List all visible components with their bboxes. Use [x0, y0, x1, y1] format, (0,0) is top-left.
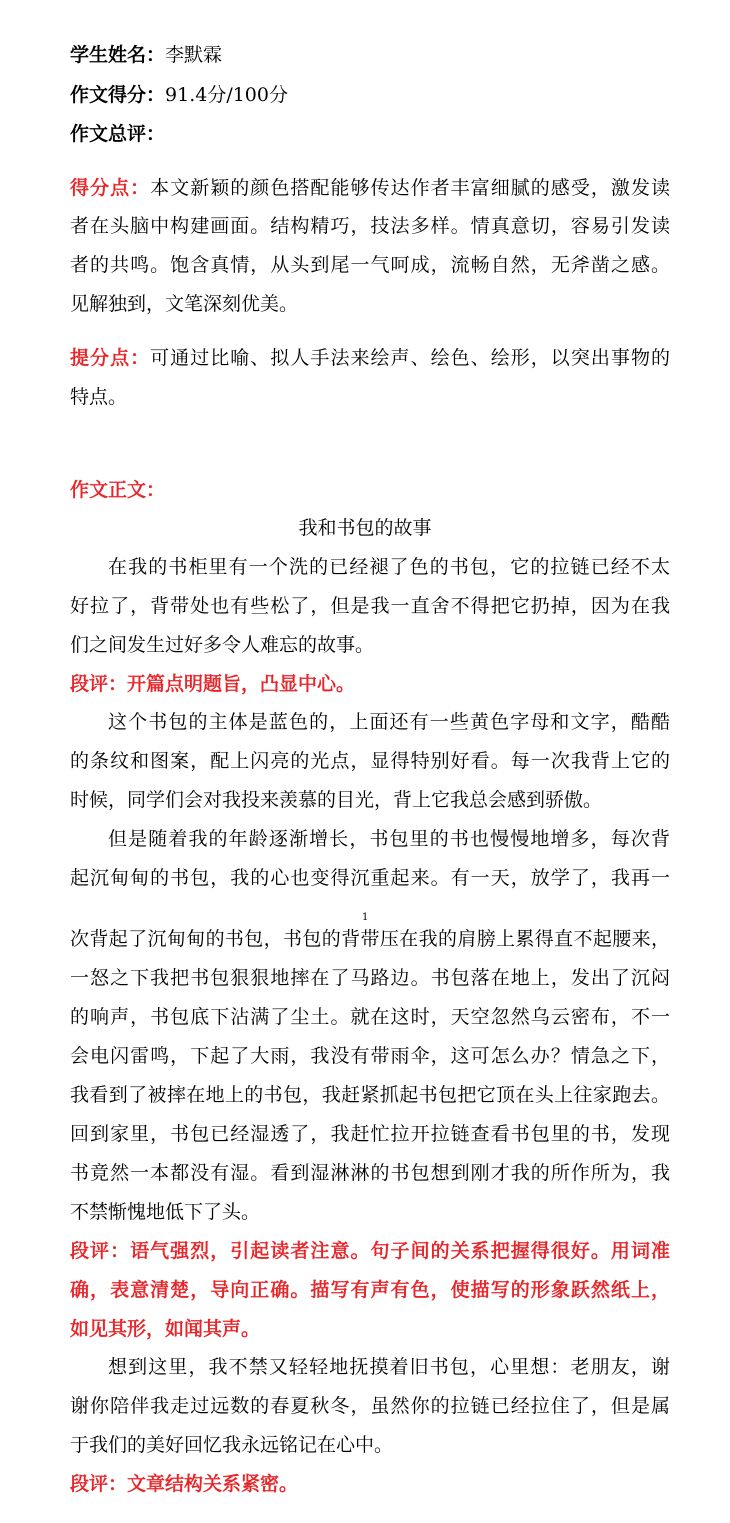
improve-line — [70, 346, 670, 370]
score-row — [70, 83, 670, 107]
essay-line: 一怒之下我把书包狠狠地摔在了马路边。书包落在地上，发出了沉闷 — [70, 967, 670, 989]
merit-label: 得分点： — [70, 177, 151, 199]
essay-title: 我和书包的故事 — [298, 517, 432, 539]
essay-line: 起沉甸甸的书包，我的心也变得沉重起来。有一天，放学了，我再一 — [70, 867, 670, 889]
merit-line: 见解独到，文笔深刻优美。 — [70, 293, 299, 315]
essay-line: 在我的书柜里有一个洗的已经褪了色的书包，它的拉链已经不太 — [108, 556, 670, 578]
student-name-row — [70, 43, 670, 67]
essay-line: 会电闪雷鸣，下起了大雨，我没有带雨伞，这可怎么办？情急之下， — [70, 1045, 670, 1067]
merit-text: 本文新颖的颜色搭配能够传达作者丰富细腻的感受，激发读 — [150, 177, 670, 199]
student-name-value: 李默霖 — [165, 44, 223, 66]
overall-comment-label: 作文总评： — [70, 123, 166, 145]
essay-section-label: 作文正文： — [70, 479, 166, 501]
essay-line: 我看到了被摔在地上的书包，我赶紧抓起书包把它顶在头上往家跑去。 — [70, 1084, 670, 1106]
merit-line — [70, 176, 670, 200]
score-label: 作文得分： — [70, 84, 166, 106]
merit-line: 者的共鸣。饱含真情，从头到尾一气呵成，流畅自然，无斧凿之感。 — [70, 254, 670, 276]
essay-line: 次背起了沉甸甸的书包，书包的背带压在我的肩膀上累得直不起腰来， — [70, 928, 670, 950]
score-value: 91.4分/100分 — [165, 84, 288, 106]
essay-line: 好拉了，背带处也有些松了，但是我一直舍不得把它扔掉，因为在我 — [70, 595, 670, 617]
essay-line: 谢你陪伴我走过远数的春夏秋冬，虽然你的拉链已经拉住了，但是属 — [70, 1395, 670, 1417]
essay-line: 回到家里，书包已经湿透了，我赶忙拉开拉链查看书包里的书，发现 — [70, 1123, 670, 1145]
essay-line: 们之间发生过好多令人难忘的故事。 — [70, 634, 375, 656]
improve-line: 特点。 — [70, 386, 128, 408]
paragraph-remark: 确，表意清楚，导向正确。描写有声有色，使描写的形象跃然纸上， — [70, 1279, 670, 1301]
essay-line: 的条纹和图案，配上闪亮的光点，显得特别好看。每一次我背上它的 — [70, 750, 670, 772]
essay-line: 书竟然一本都没有湿。看到湿淋淋的书包想到刚才我的所作所为，我 — [70, 1162, 670, 1184]
student-name-label: 学生姓名： — [70, 44, 166, 66]
improve-text: 可通过比喻、拟人手法来绘声、绘色、绘形，以突出事物的 — [150, 347, 670, 369]
page-number: 1 — [362, 912, 369, 923]
essay-line: 这个书包的主体是蓝色的，上面还有一些黄色字母和文字，酷酷 — [108, 711, 670, 733]
essay-line: 不禁惭愧地低下了头。 — [70, 1201, 261, 1223]
paragraph-remark: 段评：开篇点明题旨，凸显中心。 — [70, 673, 356, 695]
merit-line: 者在头脑中构建画面。结构精巧，技法多样。情真意切，容易引发读 — [70, 215, 670, 237]
paragraph-remark: 如见其形，如闻其声。 — [70, 1318, 261, 1340]
essay-line: 想到这里，我不禁又轻轻地抚摸着旧书包，心里想：老朋友，谢 — [108, 1356, 670, 1378]
essay-line: 但是随着我的年龄逐渐增长，书包里的书也慢慢地增多，每次背 — [108, 828, 670, 850]
paragraph-remark: 段评：文章结构关系紧密。 — [70, 1473, 299, 1495]
paragraph-remark: 段评：语气强烈，引起读者注意。句子间的关系把握得很好。用词准 — [70, 1240, 670, 1262]
essay-line: 于我们的美好回忆我永远铭记在心中。 — [70, 1434, 394, 1456]
improve-label: 提分点： — [70, 347, 151, 369]
essay-line: 时候，同学们会对我投来羡慕的目光，背上它我总会感到骄傲。 — [70, 789, 603, 811]
essay-line: 的响声，书包底下沾满了尘土。就在这时，天空忽然乌云密布，不一 — [70, 1006, 670, 1028]
